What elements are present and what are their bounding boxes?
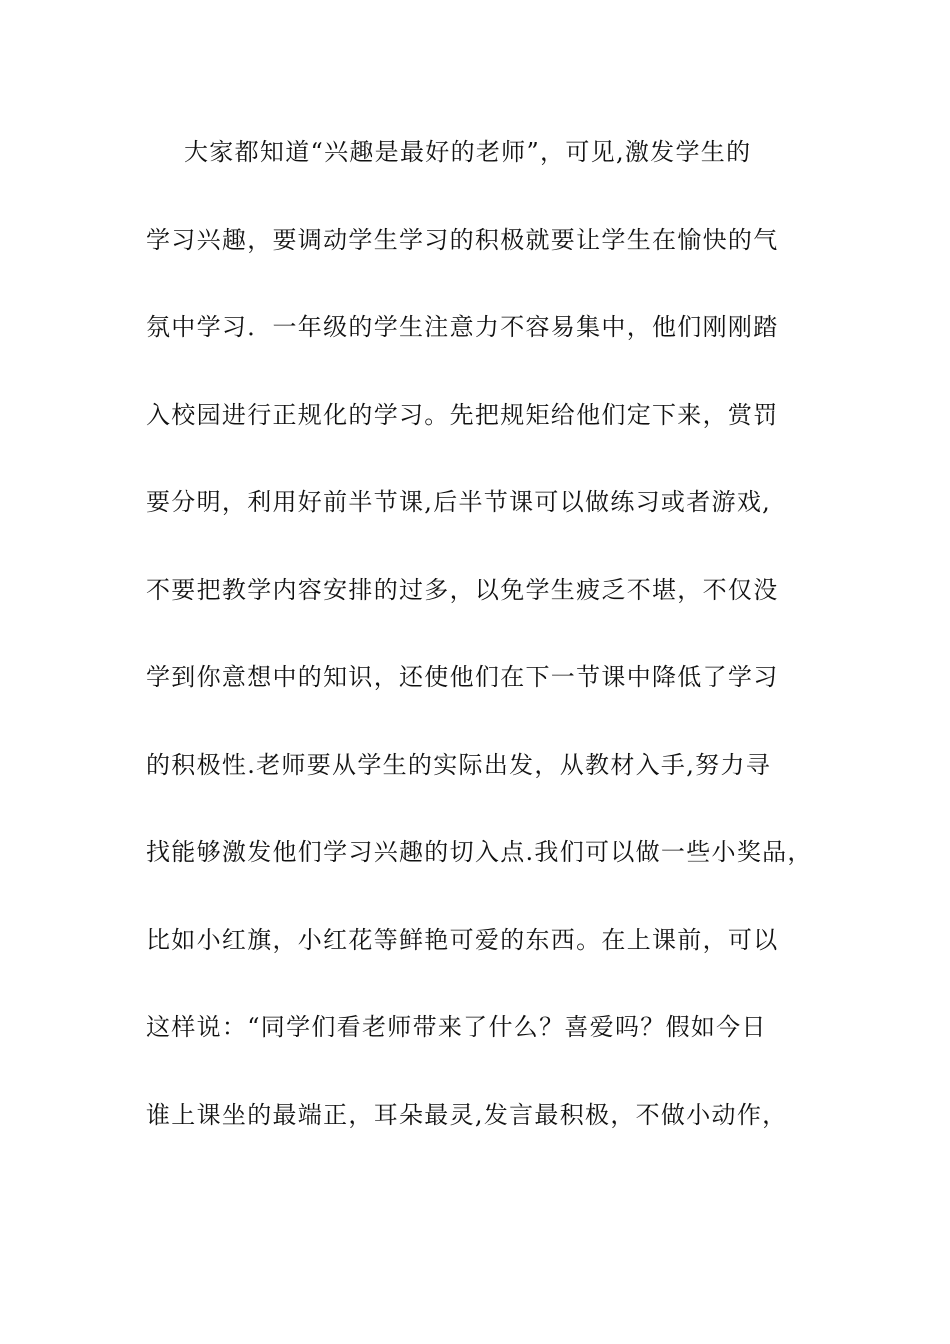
text-line: 的积极性.老师要从学生的实际出发，从教材入手,努力寻 [146,750,772,779]
text-line: 找能够激发他们学习兴趣的切入点.我们可以做一些小奖品， [146,838,813,866]
text-line: 要分明，利用好前半节课,后半节课可以做练习或者游戏, [146,488,772,516]
body-paragraph [146,130,826,1180]
text-line: 氛中学习．一年级的学生注意力不容易集中，他们刚刚踏 [146,313,779,341]
text-line: 比如小红旗，小红花等鲜艳可爱的东西。在上课前，可以 [146,925,779,954]
text-line: 谁上课坐的最端正，耳朵最灵,发言最积极，不做小动作， [146,1100,788,1129]
text-line: 入校园进行正规化的学习。先把规矩给他们定下来，赏罚 [146,400,779,429]
text-line: 不要把教学内容安排的过多，以免学生疲乏不堪，不仅没 [146,575,779,604]
text-line: 这样说：“同学们看老师带来了什么？喜爱吗？假如今日 [146,1013,767,1041]
text-line: 大家都知道“兴趣是最好的老师”，可见,激发学生的 [184,138,752,166]
text-line: 学到你意想中的知识，还使他们在下一节课中降低了学习 [146,663,779,691]
text-line: 学习兴趣，要调动学生学习的积极就要让学生在愉快的气 [146,225,779,254]
